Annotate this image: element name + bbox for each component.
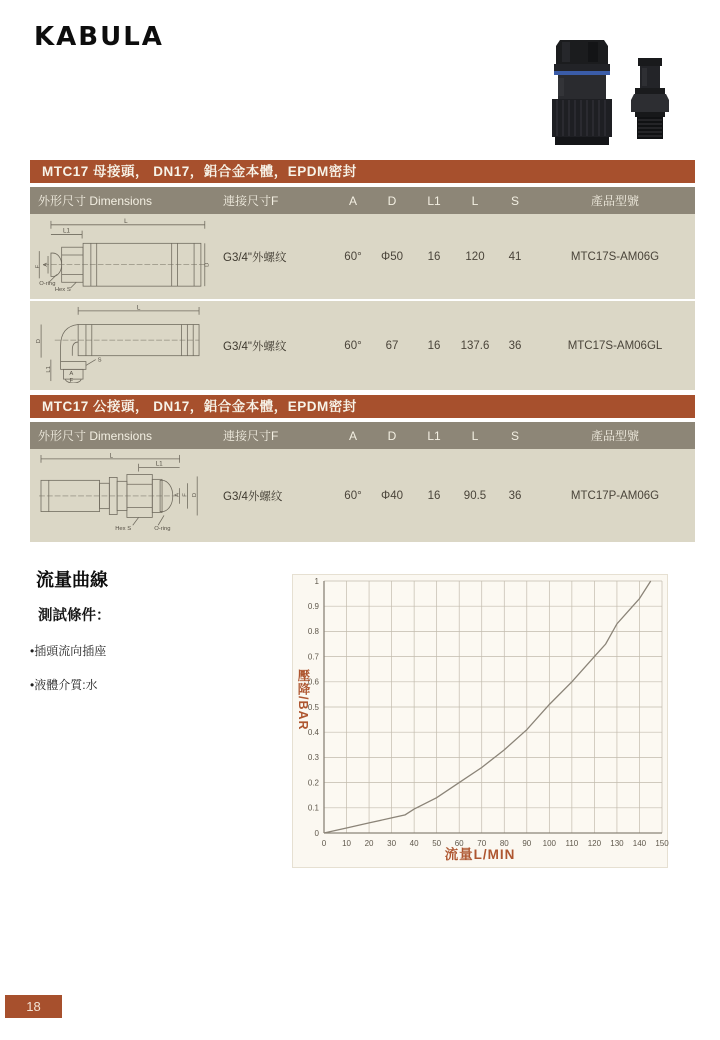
flow-condition-item: •插頭流向插座 (30, 644, 107, 658)
col-dimensions: 外形尺寸 Dimensions (38, 429, 153, 443)
svg-text:140: 140 (632, 839, 647, 848)
dim-F: F (69, 378, 74, 383)
chart-y-axis-label: 壓降/BAR (296, 669, 310, 731)
col-l1: L1 (427, 193, 441, 208)
flow-section (30, 566, 285, 693)
cell-model: MTC17S-AM06G (570, 250, 660, 263)
label-o-ring: O-ring (154, 526, 171, 533)
coupling-photo-pair (548, 38, 678, 150)
svg-text:0: 0 (321, 839, 327, 848)
col-dimensions: 外形尺寸 Dimensions (38, 194, 153, 208)
drawing-female-straight (30, 214, 215, 299)
svg-text:0.6: 0.6 (307, 677, 319, 687)
col-model: 產品型號 (590, 194, 639, 208)
svg-text:0.2: 0.2 (307, 778, 319, 788)
female-coupling-photo (552, 40, 612, 145)
flow-chart (292, 574, 668, 868)
col-thread: 連接尺寸F (223, 429, 279, 443)
svg-text:130: 130 (610, 839, 624, 848)
svg-text:0.7: 0.7 (307, 652, 319, 662)
dim-F: F (182, 493, 189, 497)
svg-text:0.3: 0.3 (307, 753, 319, 763)
cell-s: 41 (508, 250, 522, 263)
table-female-coupling (30, 160, 695, 390)
cell-thread: G3/4"外螺纹 (223, 340, 287, 353)
cell-l1: 16 (427, 489, 441, 502)
dim-D: D (192, 492, 199, 498)
dim-L1: L1 (45, 366, 52, 373)
dim-D: D (204, 262, 211, 267)
dim-F: F (35, 264, 42, 269)
svg-text:40: 40 (409, 839, 419, 848)
col-d: D (387, 428, 397, 443)
svg-text:0: 0 (314, 828, 319, 838)
flow-title: 流量曲線 (36, 570, 108, 590)
svg-text:110: 110 (565, 839, 579, 848)
product-photos (548, 38, 678, 150)
table1-header-row (30, 187, 695, 214)
svg-text:0.8: 0.8 (307, 627, 319, 637)
svg-text:100: 100 (542, 839, 557, 848)
cell-a: 60° (344, 250, 362, 263)
cell-a: 60° (344, 339, 362, 352)
col-l: L (471, 193, 479, 208)
svg-text:0.5: 0.5 (307, 702, 319, 712)
cell-d: Φ40 (381, 489, 403, 502)
cell-d: Φ50 (381, 250, 403, 263)
col-a: A (348, 428, 357, 443)
dim-L: L (136, 305, 141, 312)
dim-L1: L1 (155, 460, 163, 468)
cell-d: 67 (385, 339, 399, 352)
dim-L: L (124, 218, 128, 225)
cell-s: 36 (508, 489, 522, 502)
col-thread: 連接尺寸F (223, 194, 279, 208)
table2-header-row (30, 422, 695, 449)
flow-condition-item: •液體介質:水 (30, 678, 98, 692)
drawing-female-elbow (30, 301, 215, 390)
cell-l: 90.5 (463, 489, 487, 502)
cell-s: 36 (508, 339, 522, 352)
label-o-ring: O-ring (39, 281, 56, 288)
table1-title: MTC17 母接頭， DN17，鋁合金本體，EPDM密封 (30, 160, 695, 183)
svg-text:0.1: 0.1 (307, 803, 319, 813)
cell-model: MTC17P-AM06G (570, 489, 660, 502)
dim-A: A (69, 371, 74, 378)
cell-thread: G3/4"外螺纹 (223, 251, 287, 264)
cell-l1: 16 (427, 250, 441, 263)
dim-L1: L1 (63, 227, 71, 235)
table-row (30, 214, 695, 299)
svg-text:120: 120 (587, 839, 602, 848)
table2-title: MTC17 公接頭， DN17，鋁合金本體，EPDM密封 (30, 395, 695, 418)
page-number-badge: 18 (5, 995, 62, 1018)
table-male-coupling (30, 395, 695, 542)
svg-text:50: 50 (432, 839, 442, 848)
table-row (30, 449, 695, 542)
cell-thread: G3/4外螺纹 (223, 490, 283, 503)
cell-l: 120 (465, 250, 485, 263)
col-s: S (510, 428, 519, 443)
svg-text:0.9: 0.9 (307, 602, 319, 611)
svg-text:30: 30 (387, 839, 397, 848)
chart-x-axis-label: 流量L/MIN (444, 847, 516, 862)
dim-L: L (109, 453, 114, 460)
brand-logo: KABULA (34, 22, 164, 52)
svg-text:60: 60 (454, 839, 464, 848)
table-row (30, 299, 695, 390)
drawing-male-plug (30, 449, 215, 542)
col-l1: L1 (427, 428, 441, 443)
label-hex-s: Hex S (54, 287, 71, 292)
col-model: 產品型號 (590, 429, 639, 443)
svg-text:20: 20 (364, 839, 374, 848)
svg-text:150: 150 (655, 839, 669, 848)
svg-text:10: 10 (342, 839, 351, 848)
dim-A: A (43, 262, 50, 267)
col-d: D (387, 193, 397, 208)
flow-conditions-title: 測試條件： (38, 608, 111, 624)
col-s: S (510, 193, 519, 208)
svg-text:0.4: 0.4 (307, 728, 319, 737)
flow-chart-svg (293, 575, 669, 869)
svg-text:80: 80 (499, 839, 509, 848)
dim-A: A (174, 493, 181, 497)
svg-text:90: 90 (522, 839, 532, 848)
dim-D: D (36, 338, 43, 344)
cell-l: 137.6 (460, 339, 490, 352)
label-hex-s: Hex S (115, 526, 132, 533)
col-a: A (348, 193, 357, 208)
col-l: L (471, 428, 479, 443)
cell-model: MTC17S-AM06GL (567, 339, 663, 352)
svg-text:70: 70 (477, 839, 487, 848)
svg-text:1: 1 (314, 576, 319, 586)
male-plug-photo (631, 58, 669, 139)
dim-S: S (97, 357, 102, 364)
cell-a: 60° (344, 489, 362, 502)
cell-l1: 16 (427, 339, 441, 352)
